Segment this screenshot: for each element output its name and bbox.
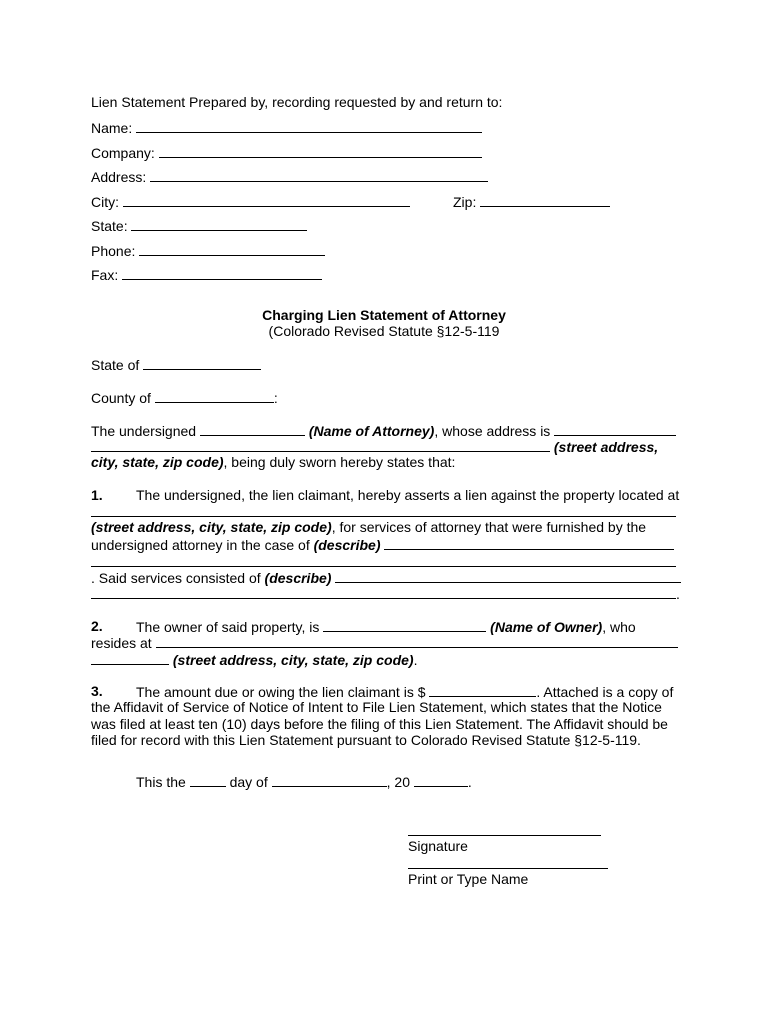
p1-consisted-text: . Said services consisted of	[91, 570, 261, 586]
city-label: City:	[91, 194, 119, 210]
zip-blank[interactable]	[480, 193, 610, 207]
attorney-address-blank-2[interactable]	[91, 438, 550, 452]
date-this-text: This the	[136, 774, 186, 790]
document-title: Charging Lien Statement of Attorney	[262, 307, 506, 323]
county-of-field	[91, 389, 278, 406]
street-address-hint: (street address,	[553, 439, 659, 455]
sworn-text: , being duly sworn hereby states that:	[223, 454, 456, 470]
date-year-prefix: , 20	[386, 774, 410, 790]
county-of-label: County of	[91, 390, 151, 406]
name-field	[91, 119, 482, 136]
city-blank[interactable]	[123, 193, 410, 207]
owner-address-blank-2[interactable]	[91, 651, 169, 665]
p3-attached-text: . Attached is a copy of	[536, 684, 674, 700]
company-field	[91, 144, 482, 161]
p1-case-blank-2[interactable]	[91, 566, 676, 567]
print-name-label: Print or Type Name	[408, 871, 529, 887]
p1-services-blank-2[interactable]	[91, 585, 676, 599]
p3-line-3: was filed at least ten (10) days before the filing of this Lien Statement. The Affidavit should be	[91, 716, 668, 732]
address-field	[91, 168, 488, 185]
day-blank[interactable]	[190, 773, 226, 787]
p2-number: 2.	[91, 618, 103, 634]
intro-line-3	[91, 454, 455, 470]
p1-address-hint: (street address, city, state, zip code)	[91, 519, 332, 535]
phone-label: Phone:	[91, 243, 136, 259]
month-blank[interactable]	[272, 773, 387, 787]
city-state-zip-hint: city, state, zip code)	[91, 454, 224, 470]
state-label: State:	[91, 218, 128, 234]
p1-line-7	[91, 585, 680, 602]
intro-address-text: , whose address is	[434, 423, 551, 439]
p2-line-3	[91, 651, 417, 668]
company-blank[interactable]	[159, 144, 482, 158]
county-colon: :	[273, 390, 278, 406]
intro-text: The undersigned	[91, 423, 197, 439]
owner-address-hint: (street address, city, state, zip code)	[172, 652, 414, 668]
name-blank[interactable]	[136, 119, 482, 133]
p1-property-blank[interactable]	[91, 516, 676, 517]
print-name-line[interactable]	[408, 868, 608, 869]
signature-label: Signature	[408, 838, 468, 854]
statute-subtitle: (Colorado Revised Statute §12-5-119	[268, 323, 500, 339]
company-label: Company:	[91, 145, 155, 161]
p2-owner-text: The owner of said property, is	[136, 619, 320, 635]
p1-period: .	[676, 586, 680, 602]
p1-describe-hint-1: (describe)	[313, 537, 381, 553]
zip-label: Zip:	[453, 194, 477, 210]
p1-line-4	[91, 536, 674, 553]
address-label: Address:	[91, 169, 147, 185]
date-day-of-text: day of	[229, 774, 268, 790]
fax-label: Fax:	[91, 267, 119, 283]
date-line	[136, 773, 472, 790]
p1-describe-hint-2: (describe)	[264, 570, 332, 586]
zip-field	[453, 193, 610, 210]
p3-amount-text: The amount due or owing the lien claimant is $	[136, 684, 426, 700]
p2-line-1	[136, 618, 636, 635]
return-to-intro: Lien Statement Prepared by, recording requested by and return to:	[91, 94, 503, 110]
p3-line-2: the Affidavit of Service of Notice of Intent to File Lien Statement, which states that the Notice	[91, 699, 662, 715]
owner-name-hint: (Name of Owner)	[490, 619, 603, 635]
signature-line[interactable]	[408, 835, 601, 836]
p3-line-4: filed for record with this Lien Statement pursuant to Colorado Revised Statute §12-5-119.	[91, 732, 641, 748]
p3-line-1	[136, 683, 673, 700]
p1-line-3	[91, 519, 646, 535]
date-period: .	[467, 774, 472, 790]
fax-blank[interactable]	[122, 266, 322, 280]
state-of-label: State of	[91, 357, 140, 373]
p2-resides-text: resides at	[91, 635, 152, 651]
p1-services-text: , for services of attorney that were furnished by the	[331, 519, 647, 535]
p1-line-6	[91, 569, 681, 586]
p2-period: .	[413, 652, 418, 668]
p1-number: 1.	[91, 487, 103, 503]
attorney-address-blank[interactable]	[554, 422, 676, 436]
owner-address-blank[interactable]	[156, 634, 678, 648]
name-label: Name:	[91, 120, 133, 136]
state-of-blank[interactable]	[143, 356, 261, 370]
attorney-name-blank[interactable]	[200, 422, 305, 436]
p2-line-2	[91, 634, 678, 651]
p1-services-blank[interactable]	[335, 569, 681, 583]
address-blank[interactable]	[150, 168, 488, 182]
amount-blank[interactable]	[429, 683, 536, 697]
intro-line-2	[91, 438, 658, 455]
city-field	[91, 193, 410, 210]
year-blank[interactable]	[414, 773, 468, 787]
county-of-blank[interactable]	[155, 389, 274, 403]
owner-name-blank[interactable]	[323, 618, 486, 632]
p1-case-blank[interactable]	[384, 536, 674, 550]
phone-field	[91, 242, 325, 259]
p3-number: 3.	[91, 683, 103, 699]
p1-line-1: The undersigned, the lien claimant, hereby asserts a lien against the property located at	[136, 487, 680, 503]
phone-blank[interactable]	[139, 242, 325, 256]
intro-line-1	[91, 422, 676, 439]
p2-who-text: , who	[602, 619, 636, 635]
p1-case-text: undersigned attorney in the case of	[91, 537, 310, 553]
state-of-field	[91, 356, 261, 373]
attorney-name-hint: (Name of Attorney)	[308, 423, 435, 439]
state-blank[interactable]	[131, 217, 307, 231]
state-field	[91, 217, 307, 234]
fax-field	[91, 266, 322, 283]
